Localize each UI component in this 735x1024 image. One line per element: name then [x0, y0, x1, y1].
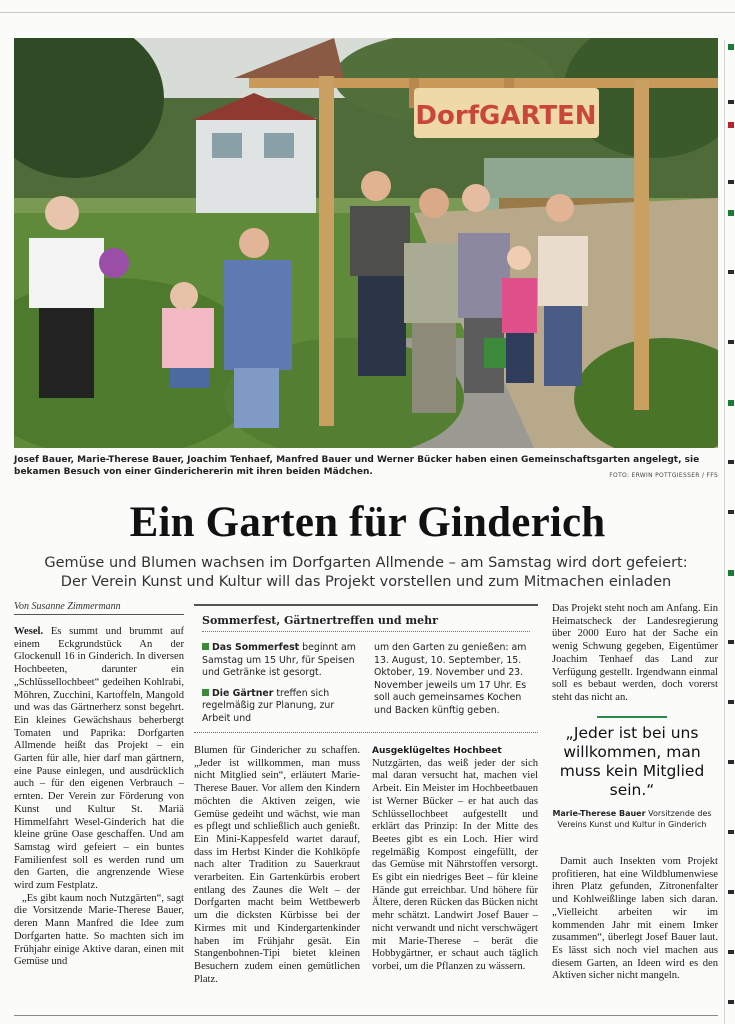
paragraph: Blumen für Gindericher zu schaffen. „Jeder ist willkommen, man muss nicht Mitglied sein“, erläutert Marie-Therese Bauer. Vor allem den Kindern möchten die Aktiven zeigen, wie Gemüse gedeiht und wächst, wie man es pflegt und schließlich auch genießt. Ein Mini-Kappesfeld wartet darauf, dass im Herbst Kinder die Kohlköpfe nach alter Tradition zu Sauerkraut verarbeiten. Ein Gartenkürbis erobert entlang des Zaunes die Welt – der Dorfgarten macht beim Wettbewerb um die dicksten Kürbisse bei der Kirmes mit und Kindergartenkinder haben im Frühjahr gesät. Ein Stangenbohnen-Tipi bietet kleinen Besuchern zudem einen gemütlichen Platz.: [194, 745, 360, 985]
info-box-title: Sommerfest, Gärtnertreffen und mehr: [202, 614, 438, 627]
top-rule: [0, 12, 735, 13]
bullet-square-icon: [202, 643, 209, 650]
dateline: Wesel.: [14, 626, 44, 637]
info-box-col-1: [202, 642, 362, 726]
info-box: [194, 604, 538, 733]
paragraph: „Es gibt kaum noch Nutzgärten“, sagt die Vorsitzende Marie-Therese Bauer, deren Mann Manfred die Idee zum Dorfgarten hatte. So machten sich im Frühjahr einige Aktive daran, einen mit Gemüse und: [14, 892, 184, 968]
column-1: [14, 626, 184, 969]
subhead-line-2: Der Verein Kunst und Kultur will das Projekt vorstellen und zum Mitmachen einladen: [60, 574, 672, 590]
quote-source: [548, 808, 716, 830]
photo-credit: FOTO: ERWIN POTTGIESSER / FFS: [609, 472, 718, 479]
paragraph: [14, 626, 184, 893]
article-photo: [14, 38, 718, 448]
byline-rule: [14, 614, 184, 615]
quote-text: „Jeder ist bei uns willkommen, man muss kein Mitglied sein.“: [559, 724, 705, 799]
info-item-text: treffen sich regelmäßig zur Planung, zur Arbeit und: [202, 687, 335, 724]
paragraph: Nutzgärten, das weiß jeder der sich mal daran versucht hat, machen viel Arbeit. Ein Meister im Hochbeetbauen ist Werner Bücker – er hat auch das Schlüssellochbeet aufgestellt und erklärt das Prinzip: In der Mitte des Beetes gibt es ein Loch. Hier wird regelmäßig Kompost eingefüllt, der das Gemüse mit Nährstoffen versorgt. Es gibt ein niedriges Beet – für kleine Hände gut erreichbar. Und höhere für Ältere, deren Rücken das Bücken nicht mehr schätzt. Landwirt Josef Bauer – nicht verwandt und nicht verschwägert mit Marie-Therese – berät die Hobbygärtner, er schaut auch täglich vorbei, um die Pflanzen zu wässern.: [372, 757, 538, 972]
pull-quote: [548, 716, 716, 830]
author-byline: Von Susanne Zimmermann: [14, 601, 121, 612]
section-subheading: Ausgeklügeltes Hochbeet: [372, 746, 502, 756]
garden-sign: DorfGARTEN: [415, 101, 597, 131]
paragraph: Damit auch Insekten vom Projekt profitieren, hat eine Wildblumenwiese ihren Platz gefunden, Zitronenfalter und Kohlweißlinge laben sich daran. „Vielleicht arbeiten wir im kommenden Jahr mit einem Imker zusammen“, überlegt Josef Bauer laut. Es lässt sich noch viel machen aus diesem Garten, an Ideen wird es den Aktiven sicher nicht mangeln.: [552, 856, 718, 982]
info-item-lead: Das Sommerfest: [212, 642, 300, 653]
paragraph: Das Projekt steht noch am Anfang. Ein Heimatscheck der Landesregierung über 2000 Euro hat der Sache ein wenig Schwung gegeben, Eigentümer Joachim Tenhaef das Land zur Verfügung gestellt. Irgendwann einmal soll es bebaut werden, doch vorerst steht das nicht an.: [552, 603, 718, 703]
paragraph-text: Es summt und brummt auf einem Eckgrundstück An der Glockenull 16 in Ginderich. In diversen Hochbeeten, darunter ein „Schlüssellochbeet“ gedeihen Kohlrabi, Möhren, Zucchini, Kartoffeln, Mangold und was das Gärtnerherz sonst begehrt. Ein kleines Gewächshaus beherbergt Tomaten und Paprika: Dorfgarten Allmende heißt das Projekt – ein Garten für alle, hier darf man gärtnern, eine Pause einlegen, und ausdrücklich auch – für den eigenen Verbrauch – ernten. Der Verein zur Förderung von Kunst und Kultur St. Mariä Himmelfahrt Wesel-Ginderich hat die kleine grüne Oase geschaffen. Und am Samstag wird gefeiert – ein buntes Familienfest soll es werden rund um den Garten, die angrenzende Wiese wird zum Festplatz.: [14, 626, 184, 892]
bullet-square-icon: [202, 689, 209, 696]
headline: Ein Garten für Ginderich: [129, 499, 606, 546]
bottom-rule: [14, 1015, 718, 1016]
info-box-rule: [202, 631, 530, 633]
column-4-top: [552, 603, 718, 705]
column-2: [194, 745, 360, 986]
info-item-text: beginnt am Samstag um 15 Uhr, für Speisen und Getränke ist gesorgt.: [202, 642, 356, 679]
subhead-line-1: Gemüse und Blumen wachsen im Dorfgarten Allmende – am Samstag wird dort gefeiert:: [44, 555, 688, 571]
quote-source-role: Vorsitzende des Vereins Kunst und Kultur in Ginderich: [557, 809, 712, 829]
info-box-col-2: um den Garten zu genießen: am 13. August, 10. September, 15. Oktober, 19. November und 23. November jeweils um 17 Uhr. Es soll auch gemeinsames Kochen und Backen künftig geben.: [374, 642, 527, 716]
quote-source-name: Marie-Therese Bauer: [552, 809, 646, 818]
quote-accent-bar: [597, 716, 667, 718]
subheadline: [14, 554, 718, 592]
column-4-bottom: [552, 856, 718, 983]
info-item-lead: Die Gärtner: [212, 687, 274, 699]
photo-caption: Josef Bauer, Marie-Therese Bauer, Joachim Tenhaef, Manfred Bauer und Werner Bücker haben einen Gemeinschaftsgarten angelegt, sie bekamen Besuch von einer Ginderichererin mit ihren beiden Mädchen.: [14, 455, 700, 477]
column-3: [372, 745, 538, 974]
